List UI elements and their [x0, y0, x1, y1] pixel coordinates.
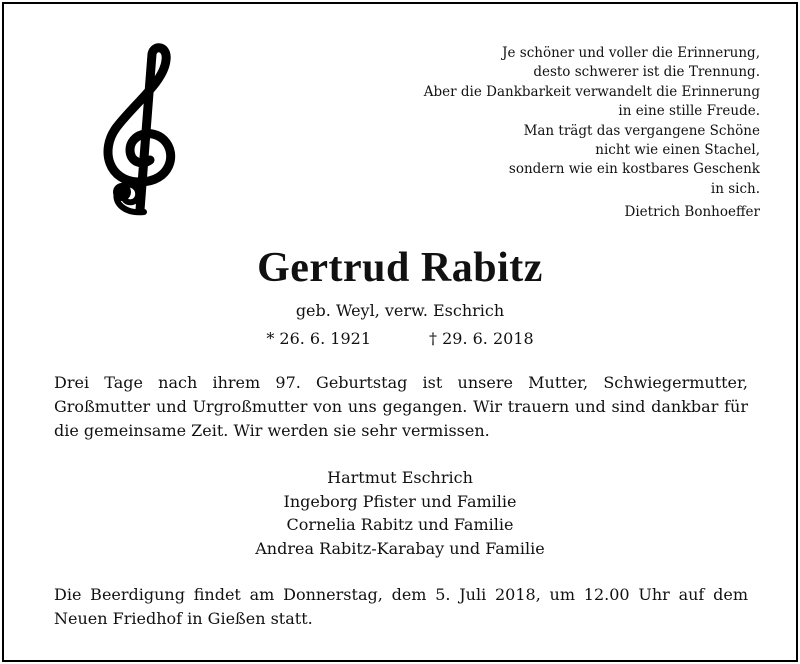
quote-line: Aber die Dankbarkeit verwandelt die Erinnerung	[423, 83, 760, 100]
mourners-list	[4, 466, 796, 560]
death-date: † 29. 6. 2018	[429, 329, 534, 348]
quote-author: Dietrich Bonhoeffer	[624, 204, 760, 221]
funeral-info: Die Beerdigung findet am Donnerstag, dem 5. Juli 2018, um 12.00 Uhr auf dem Neuen Friedhof in Gießen statt.	[54, 585, 748, 628]
mourner-name: Hartmut Eschrich	[327, 468, 473, 487]
treble-clef-icon	[94, 42, 194, 222]
life-dates	[4, 328, 796, 350]
mourner-name: Cornelia Rabitz und Familie	[286, 515, 514, 534]
quote-line: in sich.	[710, 180, 760, 197]
maiden-names: geb. Weyl, verw. Eschrich	[295, 301, 505, 320]
quote-line: Man trägt das vergangene Schöne	[523, 122, 760, 139]
quote-line: sondern wie ein kostbares Geschenk	[508, 161, 760, 178]
quote-line: nicht wie einen Stachel,	[595, 142, 760, 159]
deceased-name: Gertrud Rabitz	[257, 245, 543, 291]
mourner-name: Andrea Rabitz-Karabay und Familie	[255, 538, 545, 558]
birth-date: * 26. 6. 1921	[266, 329, 371, 348]
quote-line: Je schöner und voller die Erinnerung,	[502, 45, 760, 61]
obituary-notice	[2, 2, 798, 662]
obituary-message: Drei Tage nach ihrem 97. Geburtstag ist unsere Mutter, Schwiegermutter, Großmutter und Urgroßmutter von uns gegangen. Wir trauern und sind dankbar für die gemeinsame Zeit. Wir werden sie sehr vermissen.	[54, 373, 748, 440]
quote-line: in eine stille Freude.	[618, 103, 760, 120]
quote-line: desto schwerer ist die Trennung.	[533, 64, 760, 81]
mourner-name: Ingeborg Pfister und Familie	[283, 491, 517, 511]
bonhoeffer-quote	[360, 44, 760, 223]
